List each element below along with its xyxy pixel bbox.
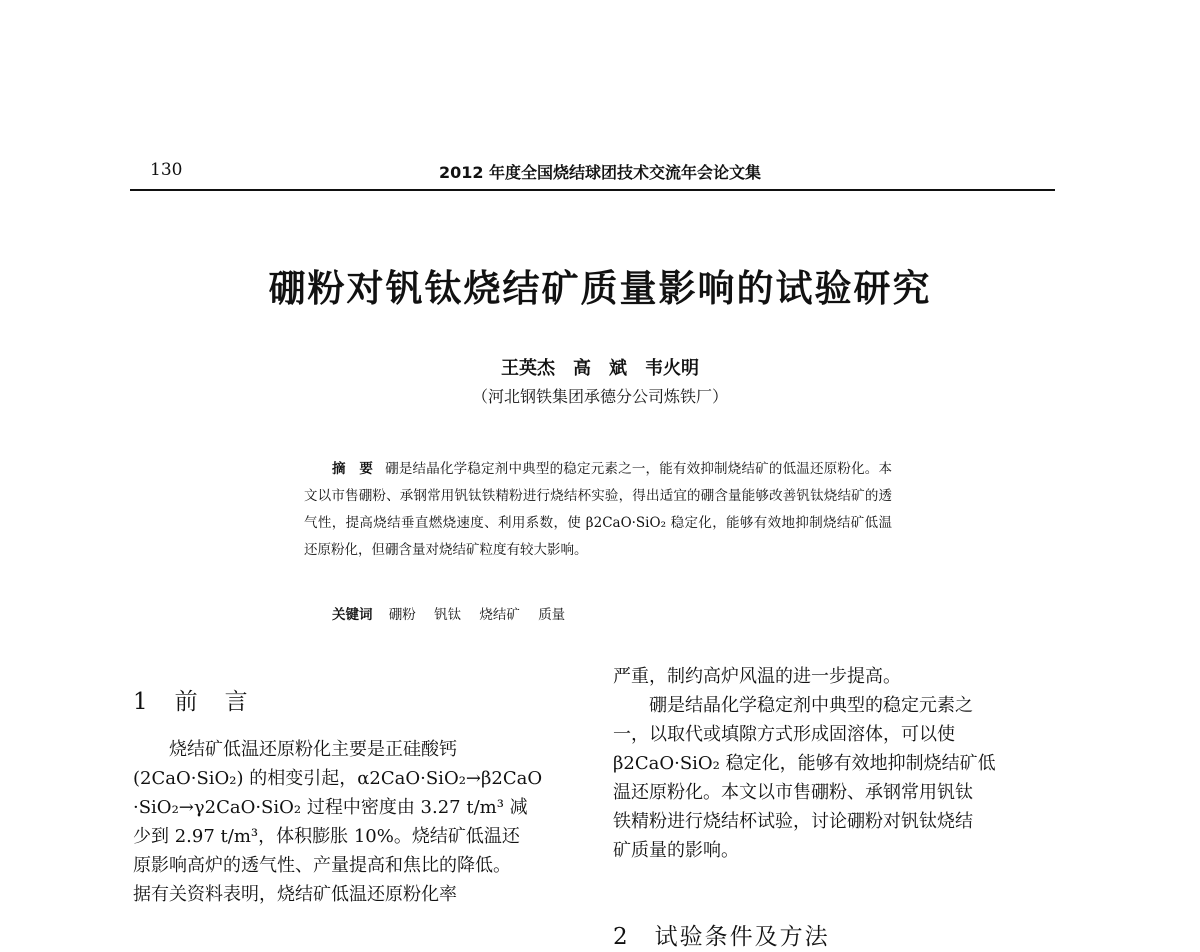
page-number: 130 <box>150 160 183 180</box>
keyword: 质量 <box>538 607 566 623</box>
body-line: 铁精粉进行烧结杯试验，讨论硼粉对钒钛烧结 <box>613 811 973 832</box>
keyword: 硼粉 <box>388 607 416 623</box>
body-line: 温还原粉化。本文以市售硼粉、承钢常用钒钛 <box>613 782 973 803</box>
abstract <box>304 456 892 564</box>
section-1-heading: 1 前 言 <box>133 689 250 715</box>
body-line: β2CaO·SiO₂ 稳定化，能够有效地抑制烧结矿低 <box>613 753 996 774</box>
keywords-label: 关键词 <box>332 607 373 623</box>
paper-title: 硼粉对钒钛烧结矿质量影响的试验研究 <box>268 267 932 310</box>
right-column-body <box>613 662 1056 865</box>
body-line: 硼是结晶化学稳定剂中典型的稳定元素之 <box>649 695 973 716</box>
abstract-label: 摘 要 <box>332 461 374 477</box>
body-line: 原影响高炉的透气性、产量提高和焦比的降低。 <box>133 855 511 876</box>
body-line: (2CaO·SiO₂) 的相变引起，α2CaO·SiO₂→β2CaO <box>133 768 543 789</box>
continuation-line: 严重，制约高炉风温的进一步提高。 <box>613 666 901 687</box>
keyword: 钒钛 <box>434 607 462 623</box>
running-title: 2012 年度全国烧结球团技术交流年会论文集 <box>438 163 762 182</box>
header-rule <box>130 189 1055 191</box>
keywords <box>332 603 579 623</box>
body-line: 据有关资料表明，烧结矿低温还原粉化率 <box>133 884 457 905</box>
body-line: 烧结矿低温还原粉化主要是正硅酸钙 <box>169 739 457 760</box>
body-line: 一，以取代或填隙方式形成固溶体，可以使 <box>613 724 955 745</box>
section-1-body <box>133 735 576 909</box>
body-line: 矿质量的影响。 <box>613 840 739 861</box>
keyword: 烧结矿 <box>479 607 520 623</box>
paper-affiliation: （河北钢铁集团承德分公司炼铁厂） <box>471 387 728 406</box>
body-line: 少到 2.97 t/m³，体积膨胀 10%。烧结矿低温还 <box>133 826 520 847</box>
body-line: ·SiO₂→γ2CaO·SiO₂ 过程中密度由 3.27 t/m³ 减 <box>133 797 528 818</box>
abstract-text: 硼是结晶化学稳定剂中典型的稳定元素之一，能有效抑制烧结矿的低温还原粉化。本文以市售硼粉、承钢常用钒钛铁精粉进行烧结杯实验，得出适宜的硼含量能够改善钒钛烧结矿的透气性，提高烧结垂直燃烧速度、利用系数，使 β2CaO·SiO₂ 稳定化，能够有效地抑制烧结矿低温还原粉化，但硼含量对烧结矿粒度有较大影响。 <box>304 461 893 558</box>
paper-authors: 王英杰 高 斌 韦火明 <box>501 358 699 379</box>
section-2-heading: 2 试验条件及方法 <box>613 924 830 950</box>
